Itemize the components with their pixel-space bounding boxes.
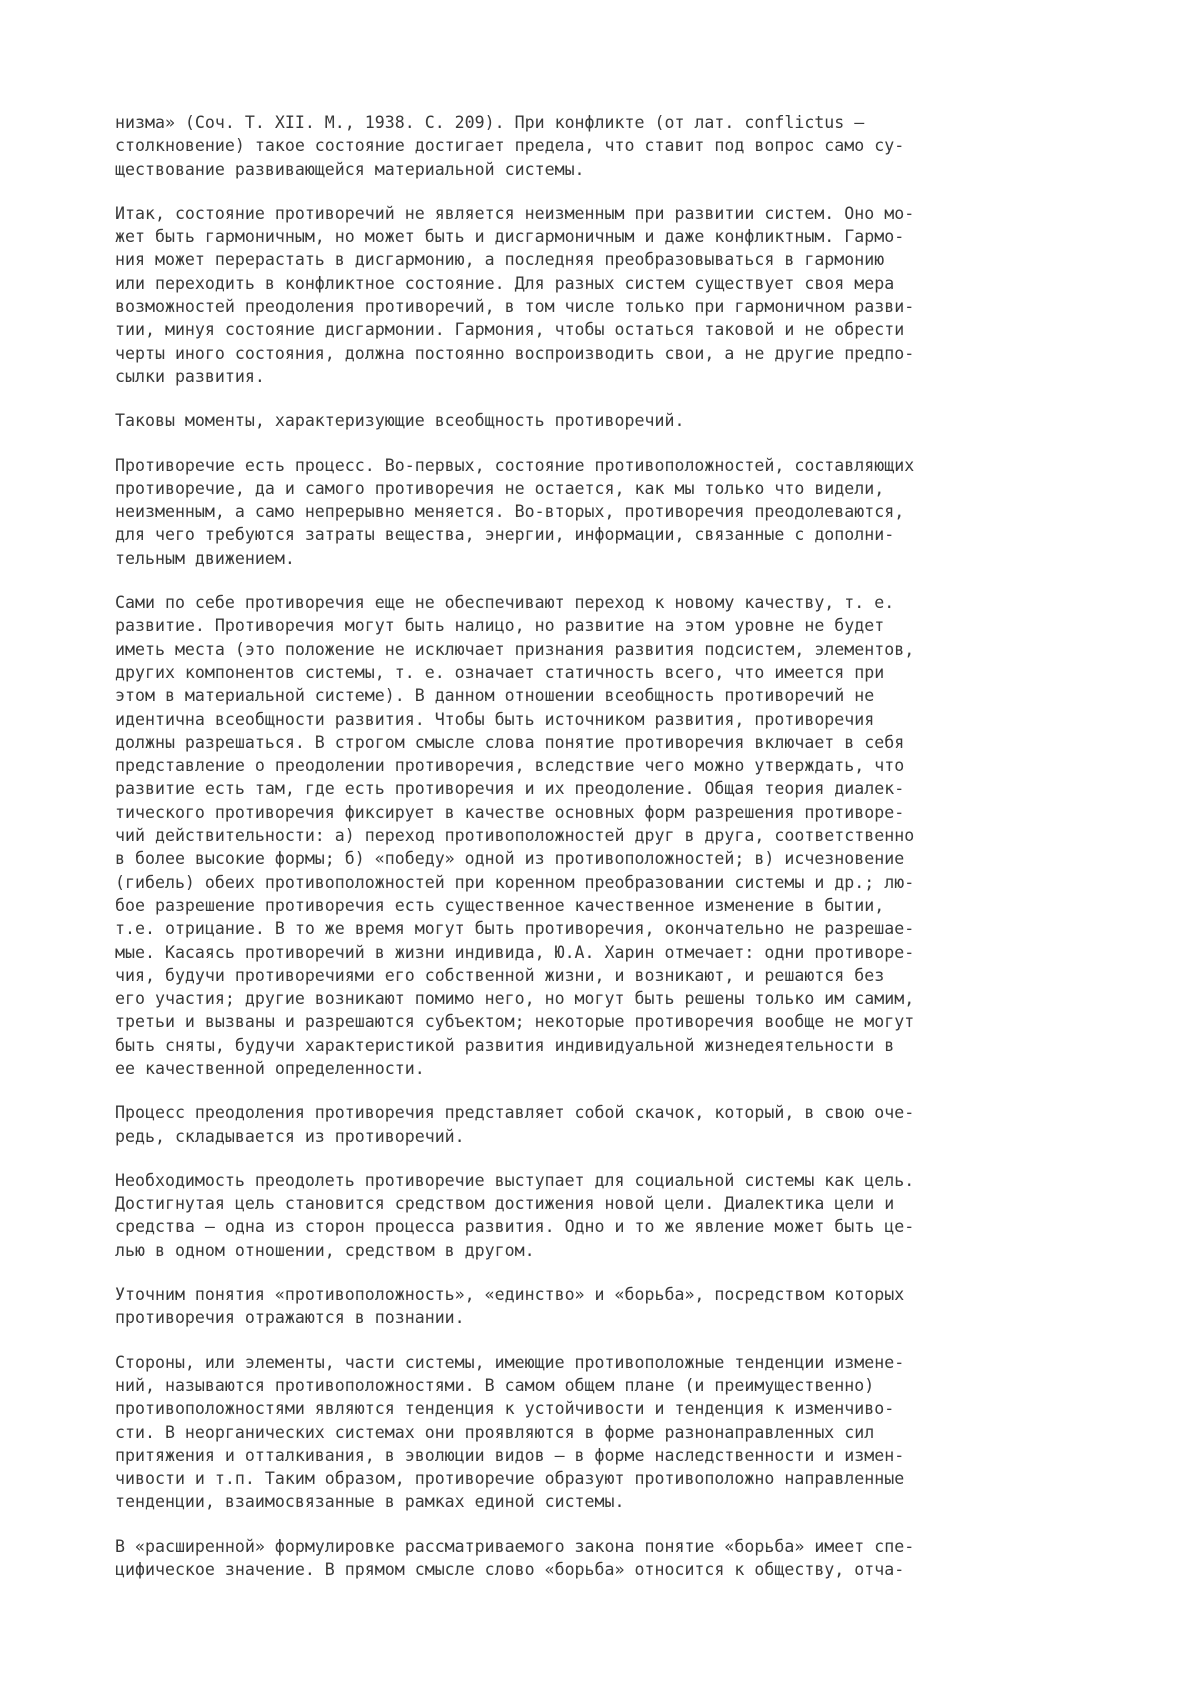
text-line: его участия; другие возникают помимо него, но могут быть решены только им самим, (115, 989, 915, 1009)
text-line: столкновение) такое состояние достигает предела, что ставит под вопрос само су- (115, 136, 905, 156)
text-line: этом в материальной системе). В данном отношении всеобщность противоречий не (115, 686, 875, 706)
paragraph-6 (115, 1101, 1115, 1148)
text-line: в более высокие формы; б) «победу» одной из противоположностей; в) исчезновение (115, 849, 905, 869)
paragraph-4 (115, 454, 1115, 570)
text-line: иметь места (это положение не исключает признания развития подсистем, элементов, (115, 639, 915, 659)
text-line: противоположностями являются тенденция к устойчивости и тенденция к изменчиво- (115, 1399, 895, 1419)
paragraph-7 (115, 1169, 1115, 1262)
text-line: т.е. отрицание. В то же время могут быть противоречия, окончательно не разрешае- (115, 919, 915, 939)
text-line: развитие. Противоречия могут быть налицо, но развитие на этом уровне не будет (115, 616, 885, 636)
document-page (115, 111, 1115, 1602)
text-line: средства — одна из сторон процесса развития. Одно и то же явление может быть це- (115, 1217, 915, 1237)
text-line: возможностей преодоления противоречий, в том числе только при гармоничном разви- (115, 297, 915, 317)
text-line: развитие есть там, где есть противоречия и их преодоление. Общая теория диалек- (115, 779, 905, 799)
text-line: быть сняты, будучи характеристикой развития индивидуальной жизнедеятельности в (115, 1035, 895, 1055)
text-line: (гибель) обеих противоположностей при коренном преобразовании системы и др.; лю- (115, 872, 915, 892)
text-line: неизменным, а само непрерывно меняется. Во-вторых, противоречия преодолеваются, (115, 502, 905, 522)
paragraph-9 (115, 1351, 1115, 1514)
text-line: Стороны, или элементы, части системы, имеющие противоположные тенденции измене- (115, 1352, 905, 1372)
text-line: цифическое значение. В прямом смысле слово «борьба» относится к обществу, отча- (115, 1560, 905, 1580)
text-line: жет быть гармоничным, но может быть и дисгармоничным и даже конфликтным. Гармо- (115, 227, 905, 247)
text-line: других компонентов системы, т. е. означает статичность всего, что имеется при (115, 662, 885, 682)
text-line: черты иного состояния, должна постоянно воспроизводить свои, а не другие предпо- (115, 343, 915, 363)
text-line: чивости и т.п. Таким образом, противоречие образуют противоположно направленные (115, 1469, 905, 1489)
text-line: Таковы моменты, характеризующие всеобщность противоречий. (115, 411, 685, 431)
paragraph-3 (115, 409, 1115, 432)
text-line: Сами по себе противоречия еще не обеспечивают переход к новому качеству, т. е. (115, 593, 895, 613)
text-line: ее качественной определенности. (115, 1058, 425, 1078)
text-line: лью в одном отношении, средством в другом. (115, 1240, 535, 1260)
text-line: представление о преодолении противоречия, вследствие чего можно утверждать, что (115, 756, 905, 776)
text-line: Необходимость преодолеть противоречие выступает для социальной системы как цель. (115, 1170, 915, 1190)
text-line: третьи и вызваны и разрешаются субъектом; некоторые противоречия вообще не могут (115, 1012, 915, 1032)
text-line: тельным движением. (115, 548, 295, 568)
text-line: сылки развития. (115, 366, 265, 386)
text-line: Противоречие есть процесс. Во-первых, состояние противоположностей, составляющих (115, 455, 915, 475)
text-line: низма» (Соч. Т. XII. М., 1938. С. 209). При конфликте (от лат. conflictus — (115, 113, 865, 132)
text-line: притяжения и отталкивания, в эволюции видов — в форме наследственности и измен- (115, 1445, 905, 1465)
text-line: для чего требуются затраты вещества, энергии, информации, связанные с дополни- (115, 525, 895, 545)
text-line: тенденции, взаимосвязанные в рамках единой системы. (115, 1492, 625, 1512)
text-line: сти. В неорганических системах они проявляются в форме разнонаправленных сил (115, 1422, 875, 1442)
text-line: В «расширенной» формулировке рассматриваемого закона понятие «борьба» имеет спе- (115, 1536, 915, 1556)
text-line: ний, называются противоположностями. В самом общем плане (и преимущественно) (115, 1375, 875, 1395)
text-line: или переходить в конфликтное состояние. Для разных систем существует своя мера (115, 273, 895, 293)
text-line: чий действительности: а) переход противоположностей друг в друга, соответственно (115, 826, 915, 846)
paragraph-10 (115, 1535, 1115, 1582)
text-line: Процесс преодоления противоречия представляет собой скачок, который, в свою оче- (115, 1103, 915, 1123)
paragraph-1 (115, 111, 1115, 181)
text-line: ществование развивающейся материальной системы. (115, 159, 585, 179)
text-line: редь, складывается из противоречий. (115, 1126, 465, 1146)
text-line: ния может перерастать в дисгармонию, а последняя преобразовываться в гармонию (115, 250, 885, 270)
text-line: Итак, состояние противоречий не является неизменным при развитии систем. Оно мо- (115, 203, 915, 223)
text-line: противоречия отражаются в познании. (115, 1308, 465, 1328)
paragraph-8 (115, 1283, 1115, 1330)
text-line: тического противоречия фиксирует в качестве основных форм разрешения противоре- (115, 802, 905, 822)
text-line: противоречие, да и самого противоречия не остается, как мы только что видели, (115, 478, 885, 498)
text-line: Достигнутая цель становится средством достижения новой цели. Диалектика цели и (115, 1194, 895, 1214)
text-line: мые. Касаясь противоречий в жизни индивида, Ю.А. Харин отмечает: одни противоре- (115, 942, 915, 962)
text-line: чия, будучи противоречиями его собственной жизни, и возникают, и решаются без (115, 965, 885, 985)
text-line: тии, минуя состояние дисгармонии. Гармония, чтобы остаться таковой и не обрести (115, 320, 905, 340)
text-line: идентична всеобщности развития. Чтобы быть источником развития, противоречия (115, 709, 875, 729)
text-line: Уточним понятия «противоположность», «единство» и «борьба», посредством которых (115, 1285, 905, 1305)
paragraph-5 (115, 591, 1115, 1080)
paragraph-2 (115, 202, 1115, 388)
text-line: должны разрешаться. В строгом смысле слова понятие противоречия включает в себя (115, 732, 905, 752)
text-line: бое разрешение противоречия есть существенное качественное изменение в бытии, (115, 895, 885, 915)
